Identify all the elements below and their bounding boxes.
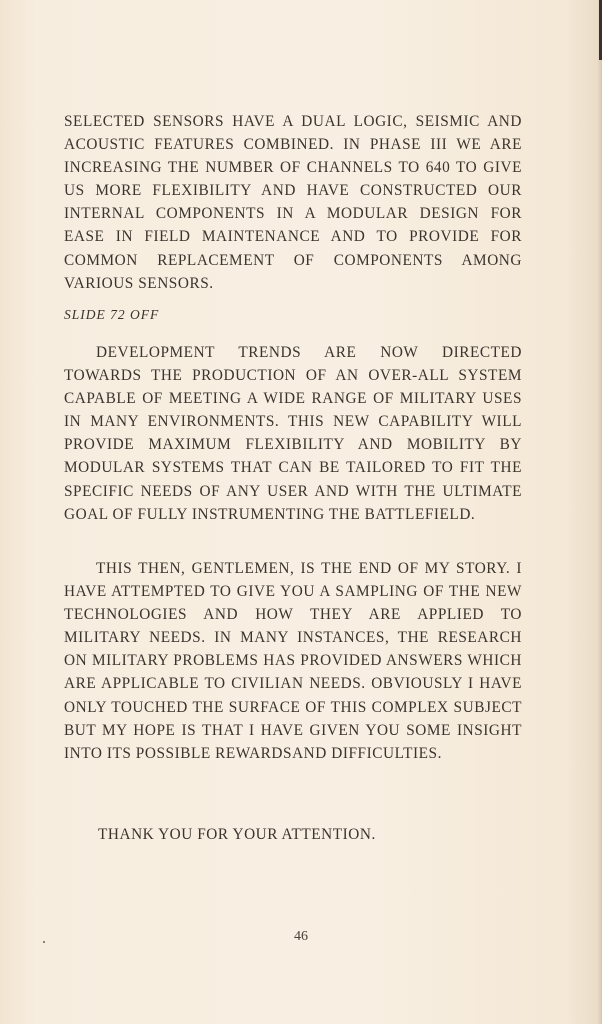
paragraph-sensors: SELECTED SENSORS HAVE A DUAL LOGIC, SEISMIC AND ACOUSTIC FEATURES COMBINED. IN PHASE III WE ARE INCREASING THE NUMBER OF CHANNELS TO 640 TO GIVE US MORE FLEXIBILITY AND HAVE CONSTRUCTED OUR INTERNAL COMPONENTS IN A MODULAR DESIGN FOR EASE IN FIELD MAINTENANCE AND TO PROVIDE FOR COMMON REPLACEMENT OF COMPONENTS AMONG VARIOUS SENSORS. <box>64 113 522 292</box>
paragraph-conclusion: THIS THEN, GENTLEMEN, IS THE END OF MY STORY. I HAVE ATTEMPTED TO GIVE YOU A SAMPLING OF THE NEW TECHNOLOGIES AND HOW THEY ARE APPLIED TO MILITARY NEEDS. IN MANY INSTANCES, THE RESEARCH ON MILITARY PROBLEMS HAS PROVIDED ANSWERS WHICH ARE APPLICABLE TO CIVILIAN NEEDS. OBVIOUSLY I HAVE ONLY TOUCHED THE SURFACE OF THIS COMPLEX SUBJECT BUT MY HOPE IS THAT I HAVE GIVEN YOU SOME INSIGHT INTO ITS POSSIBLE REWARDSAND DIFFICULTIES. <box>64 560 522 762</box>
paragraph-development-trends: DEVELOPMENT TRENDS ARE NOW DIRECTED TOWARDS THE PRODUCTION OF AN OVER-ALL SYSTEM CAPABLE OF MEETING A WIDE RANGE OF MILITARY USES IN MANY ENVIRONMENTS. THIS NEW CAPABILITY WILL PROVIDE MAXIMUM FLEXIBILITY AND MOBILITY BY MODULAR SYSTEMS THAT CAN BE TAILORED TO FIT THE SPECIFIC NEEDS OF ANY USER AND WITH THE ULTIMATE GOAL OF FULLY INSTRUMENTING THE BATTLEFIELD. <box>64 344 522 523</box>
page-number: 46 <box>294 929 308 944</box>
page-edge-shadow <box>597 0 602 1024</box>
closing-line: THANK YOU FOR YOUR ATTENTION. <box>98 826 376 843</box>
slide-note: SLIDE 72 OFF <box>64 307 160 322</box>
